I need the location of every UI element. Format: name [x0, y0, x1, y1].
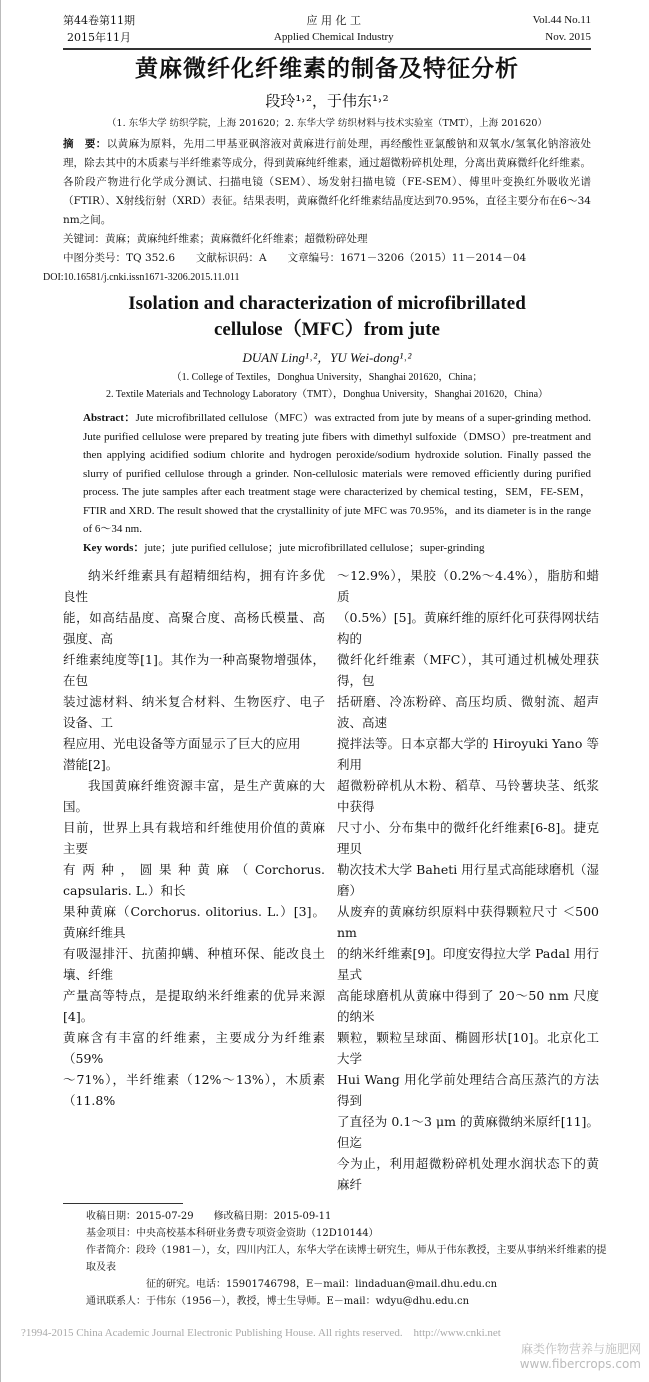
issue-info-en — [533, 12, 591, 46]
body-text-line: ～71%），半纤维素（12%～13%），木质素（11.8% — [63, 1072, 325, 1108]
footnote-received: 收稿日期：2015-07-29 修改稿日期：2015-09-11 — [86, 1211, 332, 1222]
title-cn: 黄麻微纤化纤维素的制备及特征分析 — [135, 55, 519, 82]
body-text-line: 颗粒，颗粒呈球面、椭圆形状[10]。北京化工大学 — [337, 1030, 599, 1066]
footnote-author-contact: 征的研究。电话：15901746798，E－mail：lindaduan@mail.dhu.edu.cn — [146, 1279, 498, 1290]
body-columns — [63, 565, 599, 1195]
journal-name-cn: 应 用 化 工 — [306, 14, 362, 27]
volume-cn: 第44卷第11期 — [63, 14, 135, 27]
body-text-line: 我国黄麻纤维资源丰富，是生产黄麻的大国。 — [63, 778, 325, 814]
body-text-line: 搅拌法等。日本京都大学的 Hiroyuki Yano 等利用 — [337, 736, 599, 772]
footnote-author: 作者简介：段玲（1981－），女，四川内江人，东华大学在读博士研究生，师从于伟东教授，主要从事纳米纤维素的提取及表 — [86, 1245, 607, 1273]
body-text-line: 能，如高结晶度、高聚合度、高杨氏模量、高强度、高 — [63, 610, 325, 646]
body-text-line: 括研磨、冷冻粉碎、高压均质、微射流、超声波、高速 — [337, 694, 599, 730]
body-text-line: 了直径为 0.1～3 μm 的黄麻微纳米原纤[11]。但迄 — [337, 1114, 599, 1150]
watermark-url: www.fibercrops.com — [519, 1357, 641, 1371]
body-text-line: 目前，世界上具有栽培和纤维使用价值的黄麻主要 — [63, 820, 325, 856]
footnote-fund: 基金项目：中央高校基本科研业务费专项资金资助（12D10144） — [86, 1228, 379, 1239]
classification-info: 中图分类号：TQ 352.6 文献标识码：A 文章编号：1671－3206（2015）11－2014－04 — [63, 252, 527, 264]
body-text-line: 纳米纤维素具有超精细结构，拥有许多优良性 — [63, 568, 325, 604]
body-text-line: 高能球磨机从黄麻中得到了 20～50 nm 尺度的纳米 — [337, 988, 599, 1024]
body-text-line: 纤维素纯度等[1]。其作为一种高聚物增强体，在包 — [63, 652, 325, 688]
affiliation-en — [63, 369, 591, 403]
journal-name-en: Applied Chemical Industry — [273, 31, 394, 43]
abstract-cn-label: 摘 要： — [63, 138, 107, 150]
keywords-en-label: Key words： — [83, 541, 145, 554]
affiliation-en-line: （1. College of Textiles，Donghua University，Shanghai 201620，China； — [171, 372, 483, 383]
body-text-line: 今为止，利用超微粉碎机处理水润状态下的黄麻纤 — [337, 1156, 599, 1192]
footnotes — [86, 1208, 609, 1310]
body-text-line: 有吸湿排汗、抗菌抑螨、种植环保、能改良土壤、纤维 — [63, 946, 325, 982]
authors-en: DUAN Ling¹˒²，YU Wei-dong¹˒² — [242, 350, 412, 365]
body-text-line: 的纳米纤维素[9]。印度安得拉大学 Padal 用行星式 — [337, 946, 599, 982]
body-text-line: 超微粉碎机从木粉、稻草、马铃薯块茎、纸浆中获得 — [337, 778, 599, 814]
abstract-cn — [43, 135, 592, 287]
body-text-line: Hui Wang 用化学前处理结合高压蒸汽的方法得到 — [337, 1072, 599, 1108]
issue-info-cn — [63, 12, 135, 46]
footnote-corresponding: 通讯联系人：于伟东（1956－），教授，博士生导师。E－mail：wdyu@dhu.edu.cn — [86, 1296, 470, 1307]
watermark-text: 麻类作物营养与施肥网 — [520, 1342, 641, 1356]
body-column-right — [337, 565, 599, 1195]
body-text-line: 黄麻含有丰富的纤维素，主要成分为纤维素（59% — [63, 1030, 325, 1066]
body-text-line: 潜能[2]。 — [63, 757, 119, 772]
header-rule — [63, 48, 591, 50]
affiliation-en-line: 2. Textile Materials and Technology Laboratory（TMT），Donghua University，Shanghai 201620，China） — [105, 389, 549, 400]
body-text-line: ～12.9%），果胶（0.2%～4.4%），脂肪和蜡质 — [337, 568, 599, 604]
doi: DOI:10.16581/j.cnki.issn1671-3206.2015.11.011 — [43, 272, 240, 283]
body-text-line: 勒次技术大学 Baheti 用行星式高能球磨机（湿磨） — [337, 862, 599, 898]
keywords-en-text: jute；jute purified cellulose；jute microfibrillated cellulose；super-grinding — [144, 541, 485, 554]
abstract-en-label: Abstract： — [83, 412, 136, 424]
body-text-line: （0.5%）[5]。黄麻纤维的原纤化可获得网状结构的 — [337, 610, 599, 646]
body-text-line: 程应用、光电设备等方面显示了巨大的应用 — [63, 736, 301, 751]
title-en-line: cellulose（MFC）from jute — [213, 319, 440, 340]
date-cn: 2015年11月 — [67, 31, 131, 44]
body-text-line: 装过滤材料、纳米复合材料、生物医疗、电子设备、工 — [63, 694, 325, 730]
running-header — [63, 12, 591, 46]
keywords-cn: 关键词：黄麻；黄麻纯纤维素；黄麻微纤化纤维素；超微粉碎处理 — [63, 233, 368, 245]
body-column-left — [63, 565, 325, 1195]
body-text-line: 微纤化纤维素（MFC），其可通过机械处理获得，包 — [337, 652, 599, 688]
copyright-notice: ?1994-2015 China Academic Journal Electronic Publishing House. All rights reserved. http://www.cnki.net — [21, 1327, 501, 1339]
authors-cn: 段玲¹˒²，于伟东¹˒² — [265, 92, 389, 110]
body-text-line: 从废弃的黄麻纺织原料中获得颗粒尺寸 ＜500 nm — [337, 904, 599, 940]
abstract-cn-text: 以黄麻为原料，先用二甲基亚砜溶液对黄麻进行前处理，再经酸性亚氯酸钠和双氧水/氢氧化钠溶液处理，除去其中的木质素与半纤维素等成分，得到黄麻纯纤维素，通过超微粉碎机处理，分离出黄麻微纤化纤维素。各阶段产物进行化学成分测试、扫描电镜（SEM）、场发射扫描电镜（FE-SEM）、傅里叶变换红外吸收光谱（FTIR）、X射线衍射（XRD）表征。结果表明，黄麻微纤化纤维素结晶度达到70.95%，直径主要分布在6～34 nm之间。 — [63, 138, 592, 226]
date-en: Nov. 2015 — [545, 31, 591, 43]
body-text-line: 产量高等特点，是提取纳米纤维素的优异来源[4]。 — [63, 988, 325, 1024]
footnote-rule — [63, 1203, 183, 1204]
affiliation-cn: （1. 东华大学 纺织学院，上海 201620；2. 东华大学 纺织材料与技术实验室（TMT），上海 201620） — [107, 118, 547, 129]
volume-en: Vol.44 No.11 — [532, 14, 591, 26]
body-text-line: 尺寸小、分布集中的微纤化纤维素[6-8]。捷克理贝 — [337, 820, 599, 856]
journal-name — [274, 12, 394, 46]
watermark — [1, 1342, 641, 1372]
title-en — [63, 291, 591, 343]
body-text-line: 有两种，圆果种黄麻（Corchorus. capsularis. L.）和长 — [63, 862, 325, 898]
abstract-en-text: Jute microfibrillated cellulose（MFC）was extracted from jute by means of a super-grinding method. Jute purified cellulose were prepared by treating jute fibers with dimethyl sulfoxide（DMSO）pre-treatment and then applying acidified sodium chlorite and hydrogen peroxide/sodium hydroxide solution. Finally passed the slurry of purified cellulose through a grinder. Non-cellulosic materials were removed efficiently during purified process. The jute samples after each treatment stage were characterized by chemical testing，SEM，FE-SEM，FTIR and XRD. The result showed that the crystallinity of jute MFC was 70.95%，and its diameter is in the range of 6～34 nm. — [83, 412, 591, 535]
title-en-line: Isolation and characterization of microfibrillated — [128, 293, 526, 314]
abstract-en — [83, 409, 591, 557]
body-text-line: 果种黄麻（Corchorus. olitorius. L.）[3]。黄麻纤维具 — [63, 904, 325, 940]
